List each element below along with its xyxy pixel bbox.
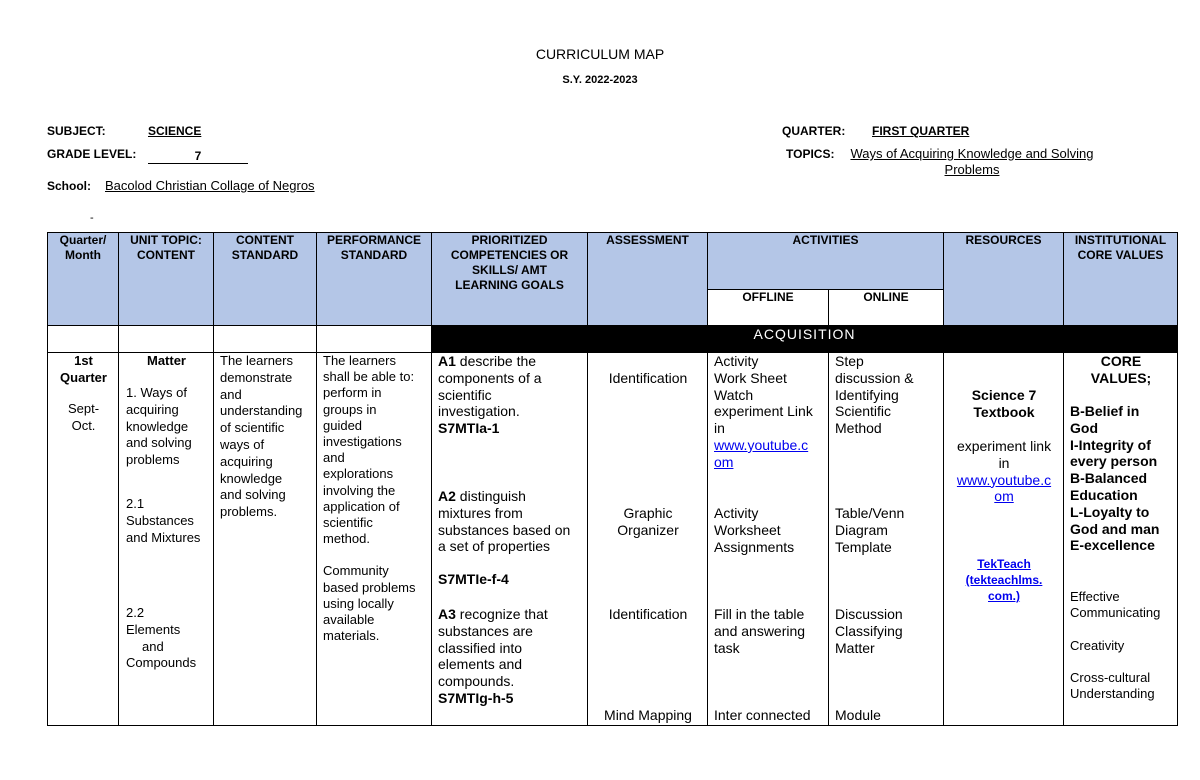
unit-topic-2 (126, 496, 200, 546)
text-line: substances are (438, 622, 533, 639)
text-line: Template (835, 538, 892, 555)
online-a2 (835, 505, 904, 555)
band-empty-cell (214, 326, 317, 353)
subject-value: SCIENCE (148, 124, 202, 138)
header-online: ONLINE (829, 290, 944, 326)
text-line: knowledge (220, 470, 283, 486)
text-line: Compounds (126, 655, 197, 671)
text-line: task (714, 639, 740, 656)
band-empty-cell (119, 326, 214, 353)
text-line: Identifying (835, 386, 899, 403)
text-line: Discussion (835, 606, 903, 622)
text-line: TekTeach (977, 557, 1031, 571)
assessment-a1: Identification (608, 370, 688, 386)
cell-content-standard (214, 353, 317, 726)
competency-code: A1 (438, 353, 456, 369)
header-performance-standard: PERFORMANCE STANDARD (317, 233, 432, 326)
header-activities: ACTIVITIES (708, 233, 944, 290)
text-line: God (1070, 419, 1099, 436)
text-line: compounds. (438, 673, 515, 690)
band-empty-cell (48, 326, 119, 353)
text-line: Classifying (835, 622, 903, 639)
cell-competencies (432, 353, 588, 726)
text-line: Work Sheet (714, 369, 787, 386)
text-line: explorations (323, 466, 394, 482)
competency-a3 (438, 606, 548, 707)
youtube-link[interactable]: www.youtube.c (714, 436, 809, 453)
cell-core-values (1064, 353, 1178, 726)
text-line: investigations (323, 434, 402, 450)
text-line: Diagram (835, 521, 888, 538)
subject-label: SUBJECT: (47, 124, 106, 138)
text-line: The learners (220, 353, 293, 368)
unit-title: Matter (146, 353, 186, 368)
topics-value: Ways of Acquiring Knowledge and Solving Problems (850, 146, 1094, 177)
online-a1 (835, 353, 914, 437)
online-a3 (835, 606, 903, 656)
cell-performance-standard (317, 353, 432, 726)
youtube-link[interactable]: www.youtube.c (956, 471, 1052, 488)
text-line: every person (1070, 453, 1158, 470)
school-year: S.Y. 2022-2023 (562, 74, 638, 86)
text-line: based problems (323, 579, 416, 595)
header-unit-topic: UNIT TOPIC: CONTENT (119, 233, 214, 326)
offline-a2 (714, 505, 794, 555)
text-line: and solving (220, 487, 286, 503)
unit-topic-1 (126, 385, 192, 469)
school-label: School: (47, 179, 91, 193)
text-line: (tekteachlms. (965, 573, 1043, 587)
text-line: elements and (438, 656, 523, 673)
offline-a4: Inter connected (714, 707, 811, 723)
text-line: scientific (323, 515, 373, 531)
text-line: shall be able to: (323, 369, 415, 385)
cell-assessment (588, 353, 708, 726)
header-content-standard: CONTENT STANDARD (214, 233, 317, 326)
text-line: Matter (835, 639, 875, 656)
competency-a2 (438, 488, 570, 588)
competency-code: A2 (438, 488, 456, 504)
text-line: The learners (323, 353, 396, 368)
text-line: CORE (1100, 353, 1142, 369)
text-line: Organizer (617, 521, 679, 538)
curriculum-table (47, 232, 1178, 726)
text-line: in (998, 454, 1010, 471)
competency-id: S7MTIg-h-5 (438, 689, 514, 706)
text-line: God and man (1070, 520, 1160, 537)
page-title: CURRICULUM MAP (535, 46, 665, 62)
text-line: Textbook (973, 403, 1035, 420)
text-line: Table/Venn (835, 505, 905, 521)
header-resources: RESOURCES (944, 233, 1064, 326)
text-line: in (714, 420, 725, 437)
competency-id: S7MTIa-1 (438, 420, 500, 437)
text-line: groups in (323, 401, 377, 417)
competency-id: S7MTIe-f-4 (438, 571, 509, 588)
quarter-line: Quarter (60, 369, 107, 385)
text-line: Communicating (1070, 605, 1161, 620)
offline-a1 (714, 353, 813, 471)
text-line: materials. (323, 628, 380, 644)
text-line: a set of properties (438, 538, 551, 555)
assessment-a2 (588, 505, 708, 539)
topics-label: TOPICS: (786, 147, 835, 161)
text-line: demonstrate (220, 369, 293, 385)
month-line: Sept- (67, 401, 100, 416)
quarter-value: FIRST QUARTER (872, 124, 970, 138)
text-line: ways of (220, 436, 265, 452)
text-line: experiment Link (714, 403, 813, 420)
cell-unit-topic (119, 353, 214, 726)
text-line: Substances (126, 512, 194, 528)
text-line: E-excellence (1070, 537, 1155, 554)
text-line: problems (126, 452, 180, 468)
resource-tekteach[interactable] (944, 556, 1064, 604)
text-line: com.) (988, 589, 1021, 603)
text-line: Activity (714, 505, 759, 521)
text-line: Elements (126, 621, 181, 637)
header-offline: OFFLINE (708, 290, 829, 326)
text-line: Scientific (835, 403, 892, 420)
text-line: understanding (220, 403, 303, 419)
text-line: Graphic (623, 505, 673, 521)
online-a4: Module (835, 707, 881, 723)
text-line: application of (323, 498, 400, 514)
text-line: and Mixtures (126, 529, 201, 545)
text-line: Understanding (1070, 686, 1155, 701)
text-line: components of a (438, 369, 542, 386)
text-line: 2.2 (126, 605, 145, 620)
text-line: investigation. (438, 403, 520, 420)
text-line: Science 7 (971, 387, 1037, 403)
text-line: Assignments (714, 538, 795, 555)
stray-mark: - (90, 212, 94, 224)
text-line: Cross-cultural (1070, 670, 1151, 685)
text-line (323, 547, 416, 563)
text-line: involving the (323, 482, 396, 498)
text-line: perform in (323, 385, 382, 401)
acquisition-band: ACQUISITION (432, 326, 1178, 353)
cell-quarter (48, 353, 119, 726)
cell-online (829, 353, 944, 726)
header-quarter-month: Quarter/ Month (48, 233, 119, 326)
text-line: recognize that (459, 606, 548, 622)
text-line: knowledge (126, 418, 189, 434)
text-line: and answering (714, 622, 806, 639)
text-line: Step (835, 353, 864, 369)
youtube-link[interactable]: om (714, 453, 734, 470)
cell-resources (944, 353, 1064, 726)
text-line: describe the (459, 353, 537, 369)
grade-level-value: 7 (148, 150, 248, 164)
text-line: and (142, 638, 164, 654)
text-line: 2.1 (126, 496, 145, 511)
cell-offline (708, 353, 829, 726)
core-values-list (1070, 403, 1159, 554)
text-line: Method (835, 420, 882, 437)
text-line: Creativity (1070, 638, 1125, 653)
text-line: substances based on (438, 521, 571, 538)
text-line: 1. Ways of (126, 385, 187, 400)
header-competencies: PRIORITIZED COMPETENCIES OR SKILLS/ AMT LEARNING GOALS (432, 233, 588, 326)
header-assessment: ASSESSMENT (588, 233, 708, 326)
text-line: Effective (1070, 589, 1120, 604)
youtube-link[interactable]: om (994, 488, 1014, 505)
text-line: I-Integrity of (1070, 436, 1151, 453)
text-line: and (220, 386, 242, 402)
competency-a1 (438, 353, 542, 437)
band-empty-cell (317, 326, 432, 353)
text-line: Watch (714, 386, 754, 403)
text-line: distinguish (459, 488, 526, 504)
month-line: Oct. (71, 417, 96, 433)
text-line: Worksheet (714, 521, 781, 538)
offline-a3 (714, 606, 805, 656)
core-values-heading (1064, 353, 1178, 387)
text-line: L-Loyalty to (1070, 503, 1150, 520)
text-line: guided (323, 417, 363, 433)
text-line: acquiring (220, 453, 273, 469)
unit-topic-3 (126, 605, 196, 672)
text-line: experiment link (956, 438, 1052, 454)
grade-level-field (148, 147, 248, 165)
text-line: VALUES; (1090, 369, 1152, 386)
quarter-label: QUARTER: (782, 124, 846, 138)
text-line: and solving (126, 435, 192, 451)
text-line: acquiring (126, 401, 179, 417)
assessment-a3: Identification (608, 606, 688, 622)
assessment-a4: Mind Mapping (604, 707, 692, 723)
resource-experiment (944, 438, 1064, 505)
text-line: mixtures from (438, 504, 523, 521)
text-line: using locally (323, 595, 394, 611)
school-value: Bacolod Christian Collage of Negros (105, 178, 315, 193)
text-line: problems. (220, 504, 278, 520)
text-line: method. (323, 531, 370, 547)
text-line: and (323, 450, 345, 466)
text-line: B-Balanced (1070, 470, 1148, 487)
text-line: Education (1070, 486, 1138, 503)
text-line: available (323, 612, 375, 628)
text-line: Fill in the table (714, 606, 805, 622)
header-core-values: INSTITUTIONAL CORE VALUES (1064, 233, 1178, 326)
text-line: Community (323, 563, 389, 579)
text-line: classified into (438, 639, 523, 656)
grade-level-label: GRADE LEVEL: (47, 147, 137, 161)
quarter-line: 1st (74, 353, 93, 368)
text-line: discussion & (835, 369, 914, 386)
text-line: B-Belief in (1070, 403, 1140, 419)
text-line: scientific (438, 386, 492, 403)
core-values-extra (1070, 589, 1160, 702)
text-line: of scientific (220, 420, 285, 436)
competency-code: A3 (438, 606, 456, 622)
resource-textbook (944, 387, 1064, 421)
text-line: Activity (714, 353, 759, 369)
